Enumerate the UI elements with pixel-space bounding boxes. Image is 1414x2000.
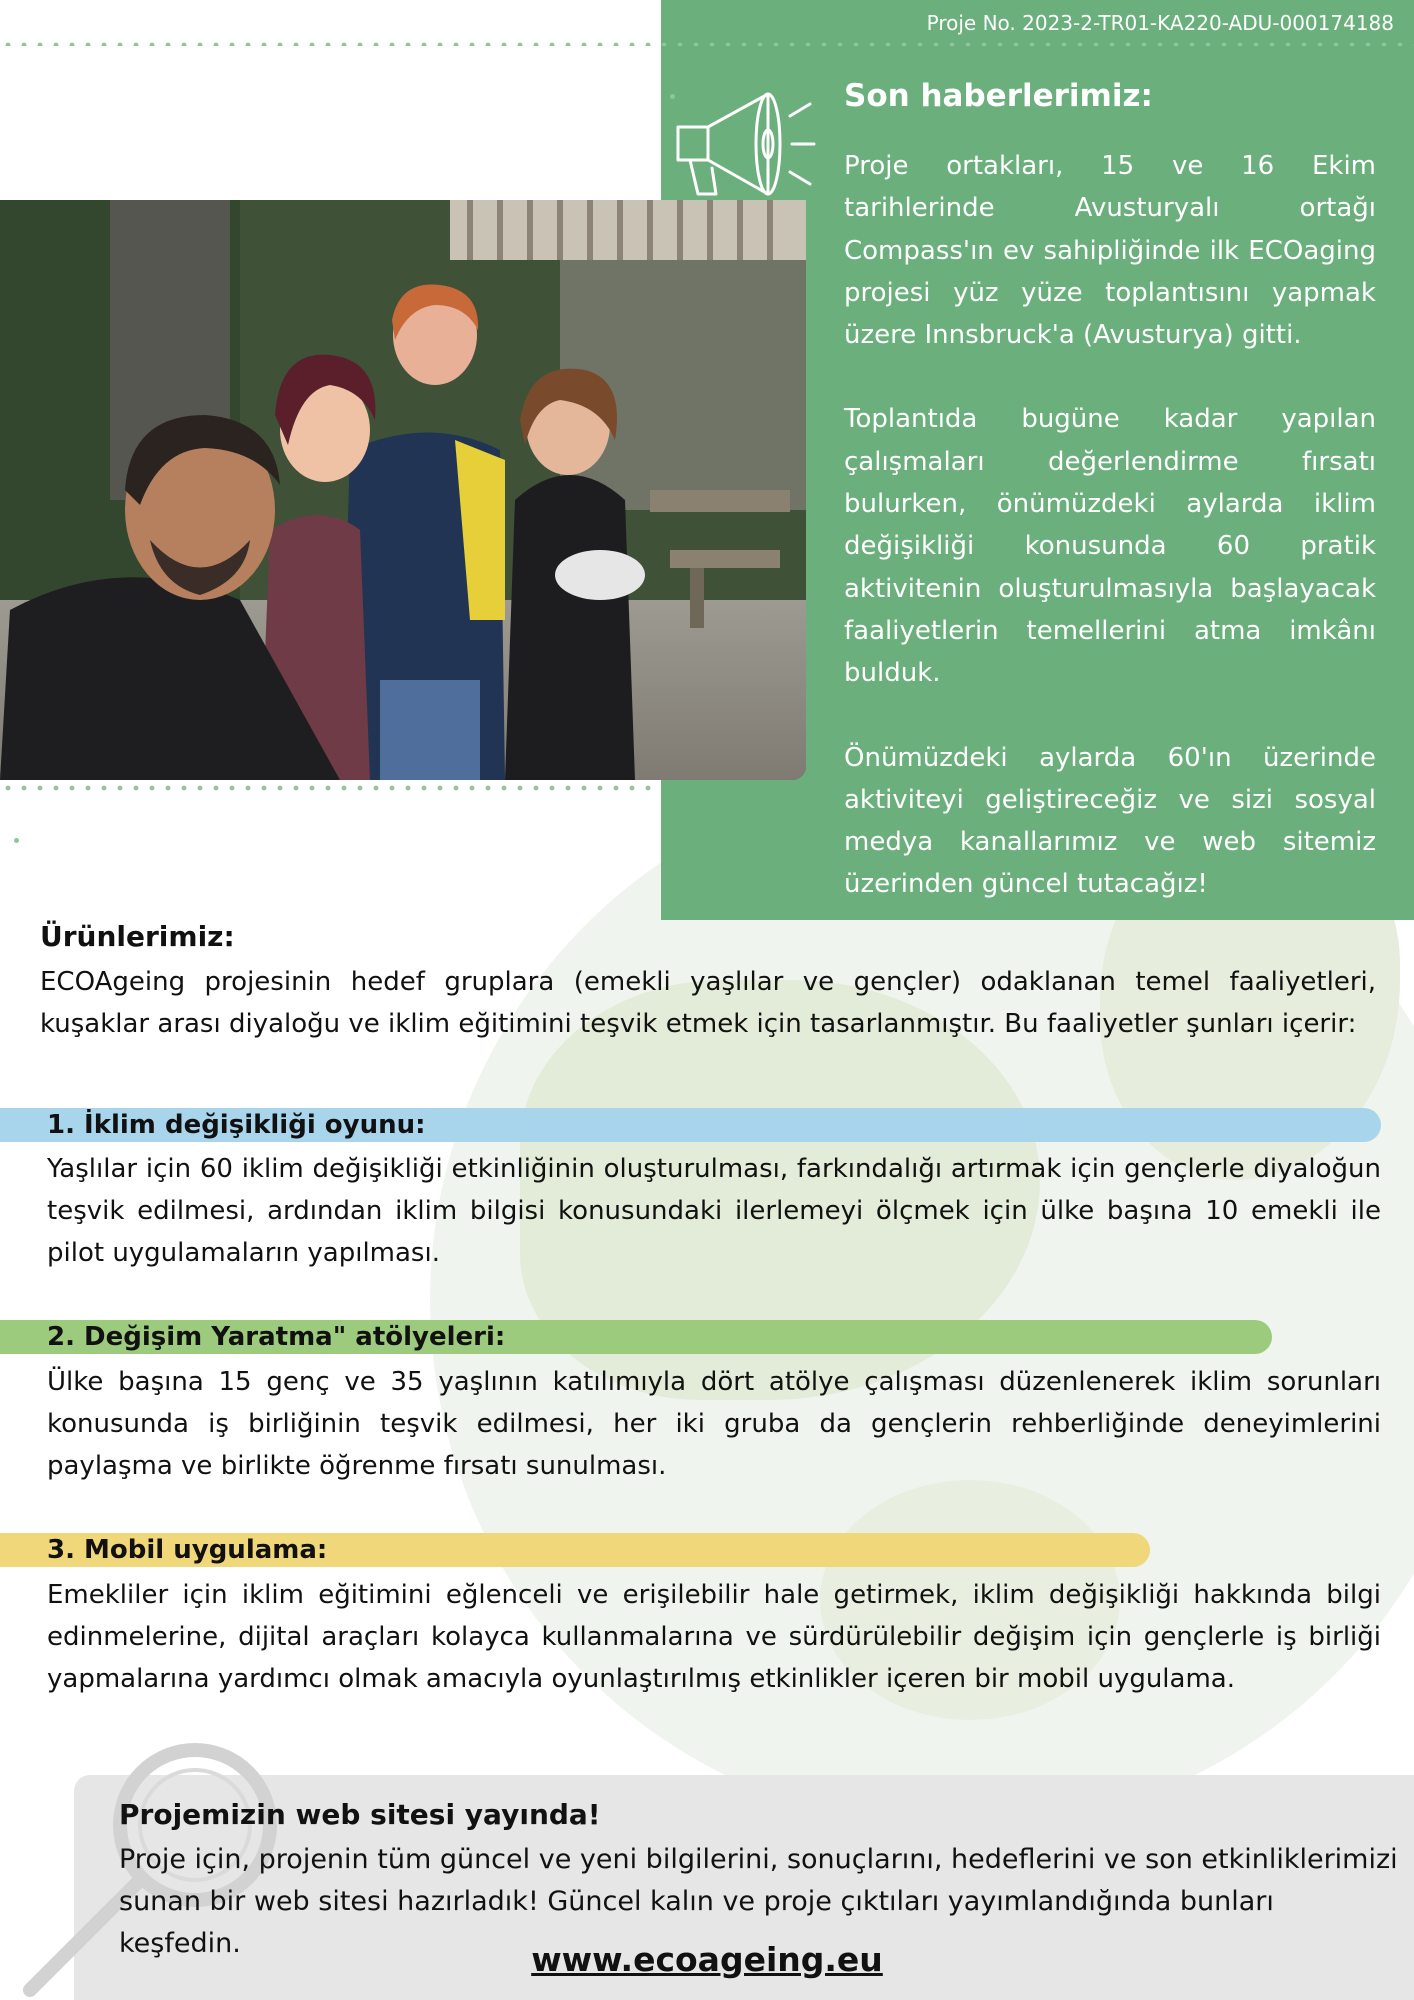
dotted-divider bbox=[0, 785, 660, 791]
project-number: Proje No. 2023-2-TR01-KA220-ADU-000174188 bbox=[926, 11, 1394, 35]
website-title: Projemizin web sitesi yayında! bbox=[119, 1798, 601, 1831]
item-label-climate-game: 1. İklim değişikliği oyunu: bbox=[47, 1110, 426, 1140]
item-label-workshops: 2. Değişim Yaratma" atölyeleri: bbox=[47, 1322, 506, 1352]
news-title: Son haberlerimiz: bbox=[844, 78, 1153, 114]
group-photo-illustration bbox=[0, 200, 806, 780]
news-paragraph: Toplantıda bugüne kadar yapılan çalışmaları değerlendirme fırsatı bulurken, önümüzdeki aylarda iklim değişikliği konusunda 60 pratik aktivitenin oluşturulmasıyla başlayacak faaliyetlerin temellerini atma imkânı bulduk. bbox=[844, 404, 1376, 689]
news-paragraph: Proje ortakları, 15 ve 16 Ekim tarihlerinde Avusturyalı ortağı Compass'ın ev sahipliğinde ilk ECOaging projesi yüz yüze toplantısını yapmak üzere Innsbruck'a (Avusturya) gitti. bbox=[844, 151, 1376, 351]
products-title: Ürünlerimiz: bbox=[40, 920, 235, 953]
website-link[interactable]: www.ecoageing.eu bbox=[531, 1940, 883, 1979]
megaphone-icon bbox=[668, 82, 818, 207]
products-intro: ECOAgeing projesinin hedef gruplara (emekli yaşlılar ve gençler) odaklanan temel faaliyetleri, kuşaklar arası diyaloğu ve iklim eğitimini teşvik etmek için tasarlanmıştır. Bu faaliyetler şunları içerir: bbox=[40, 967, 1376, 1039]
item-text-mobile-app: Emekliler için iklim eğitimini eğlenceli ve erişilebilir hale getirmek, iklim değişikliği hakkında bilgi edinmelerine, dijital araçları kolayca kullanmalarına ve sürdürülebilir değişim için gençlerle iş birliği yapmalarına yardımcı olmak amacıyla oyunlaştırılmış etkinlikler içeren bir mobil uygulama. bbox=[47, 1580, 1381, 1694]
dotted-divider bbox=[0, 42, 1414, 46]
website-text: Proje için, projenin tüm güncel ve yeni bilgilerini, sonuçlarını, hedeflerini ve son etkinliklerimizi sunan bir web sitesi hazırladık! Güncel kalın ve proje çıktıları yayımlandığında bunları keşfedin. bbox=[119, 1844, 1398, 1959]
news-body bbox=[844, 145, 1376, 948]
decor-dot bbox=[14, 838, 19, 843]
group-photo bbox=[0, 200, 806, 780]
news-paragraph: Önümüzdeki aylarda 60'ın üzerinde aktiviteyi geliştireceğiz ve sizi sosyal medya kanallarımız ve web sitemiz üzerinden güncel tutacağız! bbox=[844, 742, 1376, 900]
item-text-climate-game: Yaşlılar için 60 iklim değişikliği etkinliğinin oluşturulması, farkındalığı artırmak için gençlerle diyaloğun teşvik edilmesi, ardından iklim bilgisi konusundaki ilerlemeyi ölçmek için ülke başına 10 emekli ile pilot uygulamaların yapılması. bbox=[47, 1154, 1381, 1268]
item-label-mobile-app: 3. Mobil uygulama: bbox=[47, 1535, 328, 1565]
item-text-workshops: Ülke başına 15 genç ve 35 yaşlının katılımıyla dört atölye çalışması düzenlenerek iklim sorunları konusunda iş birliğinin teşvik edilmesi, her iki gruba da gençlerin rehberliğinde deneyimlerini paylaşma ve birlikte öğrenme fırsatı sunulması. bbox=[47, 1367, 1381, 1481]
